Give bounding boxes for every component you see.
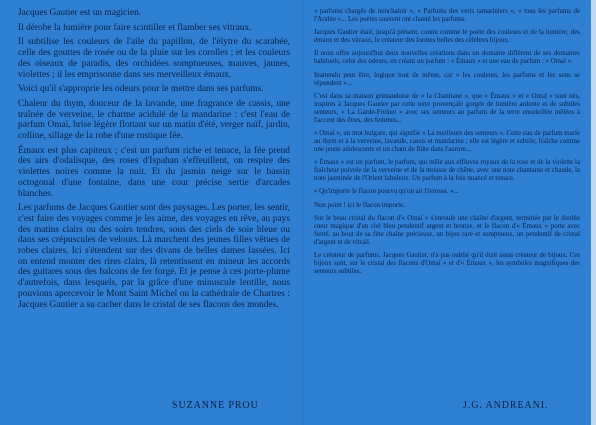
right-paragraph-1: « parfums chargés de nonchaloir », « Parfums des verts tamariniers », « tous les parfums de l'Arabie »... Les poètes souvent ont chanté les parfums.	[314, 8, 580, 23]
right-paragraph-3: Il nous offre aujourd'hui deux nouvelles créations dans un domaine différent de ses domaines habituels, celui des odeurs, en créant un parfum : « Émaux » et une eau de parfum : « Omaï ».	[314, 50, 580, 66]
left-paragraph-3: Il subtilise les couleurs de l'aile du papillon, de l'élytre du scarabée, celle des gouttes de rosée ou de la pluie sur les corolles ; et les couleurs des oiseaux de paradis, des orchidées somptueuses, mauves, jaunes, violettes ; il les emprisonne dans ses merveilleux émaux.	[18, 37, 290, 80]
left-column-text	[18, 8, 290, 314]
left-paragraph-4: Voici qu'il s'approprie les odeurs pour le mettre dans ses parfums.	[18, 84, 264, 95]
right-paragraph-2: Jacques Gautier était, jusqu'à présent, connu comme le poète des couleurs et de la lumière, des émaux et des vitraux, le créateur des formes belles des célèbres bijoux.	[314, 29, 580, 45]
left-paragraph-5: Chaleur du thym, douceur de la lavande, une fragrance de cassis, une traînée de verveine, le charme acidulé de la mandarine : c'est l'eau de parfum Omaï, brise légère flottant sur un matin d'été, verger naïf, jardin, colline, sillage de la robe d'une rustique fée.	[18, 98, 290, 142]
center-fold	[302, 0, 303, 425]
right-paragraph-6: « Omaï », un mot bulgare, qui signifie « La meilleure des senteurs ». Cette eau de parfum marie au thym et à la verveine, lavande, cassis et mandarine ; elle est légère et subtile, fraîche comme une jeune adolescente et un chant de flûte dans l'aurore...	[314, 129, 580, 153]
left-paragraph-7: Les parfums de Jacques Gautier sont des paysages. Les porter, les sentir, c'est faire des voyages comme je les aime, des voyages en rêve, au pays des matins clairs ou des soirs tendres, sous des ciels de soie bleue ou dans ses crépuscules de velours. Là marchent des jeunes filles vêtues de robes claires. Ici s'étendent sur des divans de belles dames lassées. Ici on entend monter des rires clairs, là retentissent en mineur les accords des guitares sous des balcons de fer forgé. Et je pense à ces porte-plume d'autrefois, dans lesquels, par la grâce d'une minuscule lentille, nous pouvions apercevoir le Mont Saint Michel ou la cathédrale de Chartres : Jacques Gautier a su cacher dans le cristal de ses flacons des mondes.	[18, 203, 290, 310]
left-paragraph-2: Il dérobe la lumière pour faire scintiller et flamber ses vitraux.	[18, 22, 252, 33]
left-paragraph-6: Émaux est plus capiteux ; c'est un parfum riche et tenace, la fée prend des airs d'odalisque, des roses d'Ispahan s'effeuillent, on respire des violettes noires comme la nuit. Et du jasmin neige sur le bassin octogonal d'une fontaine, dans une cour précise sertie d'arcades blanches.	[18, 145, 290, 199]
right-paragraph-10: Sur le beau cristal du flacon d'« Omaï » s'enroule une chaîne d'argent, terminée par le double cœur magique d'un ciel bleu pendentif argent et bronze, et le flacon d'« Émaux » porte avec fierté, au bout de sa fine chaîne précieuse, un bijou rare et somptueux, un pendentif de cristal d'argent et de vitrail.	[314, 214, 580, 246]
signature-left: SUZANNE PROU	[172, 400, 259, 411]
right-paragraph-5: C'est dans sa maison grimaudoise de « la Chantiane », que « Émaux » et « Omaï » sont nés, inspirés à Jacques Gautier par cette terre provençale gorgée de lumière ardente et de subtiles senteurs, « La Garde-Freinet » avec ses senteurs au parfum de la terre ensoleillée mêlées à l'accent des êtres, des femmes...	[314, 92, 580, 124]
right-paragraph-4: Inattendu peut être, logique tout de même, car « les couleurs, les parfums et les sons se répondent »...	[314, 71, 580, 87]
right-paragraph-9: Non point ! ici le flacon importe.	[314, 201, 405, 209]
right-paragraph-8: « Qu'importe le flacon pourvu qu'on ait l'ivresse. »...	[314, 188, 459, 196]
page-edge-margin	[591, 0, 596, 425]
right-paragraph-7: « Émaux » est un parfum, le parfum, qui mêle aux effluves royaux de la rose et de la violette la fraîcheur poivrée de la verveine et de la mousse de chêne, avec une note chantante et chaude, la note jasminée de l'Orient fabuleux. Un parfum à la fois nuancé et tenace.	[314, 159, 580, 183]
right-paragraph-11: Le créateur de parfums, Jacques Gautier, n'a pas oublié qu'il était aussi créateur de bijoux. Ces bijoux sont, sur le cristal des flacons d'Omaï » et d'« Émaux », les symboles magnifiques des senteurs subtiles.	[314, 251, 580, 275]
left-paragraph-1: Jacques Gautier est un magicien.	[18, 8, 142, 18]
right-column-text	[314, 8, 580, 281]
signature-right: J.G. ANDREANI.	[463, 400, 549, 411]
